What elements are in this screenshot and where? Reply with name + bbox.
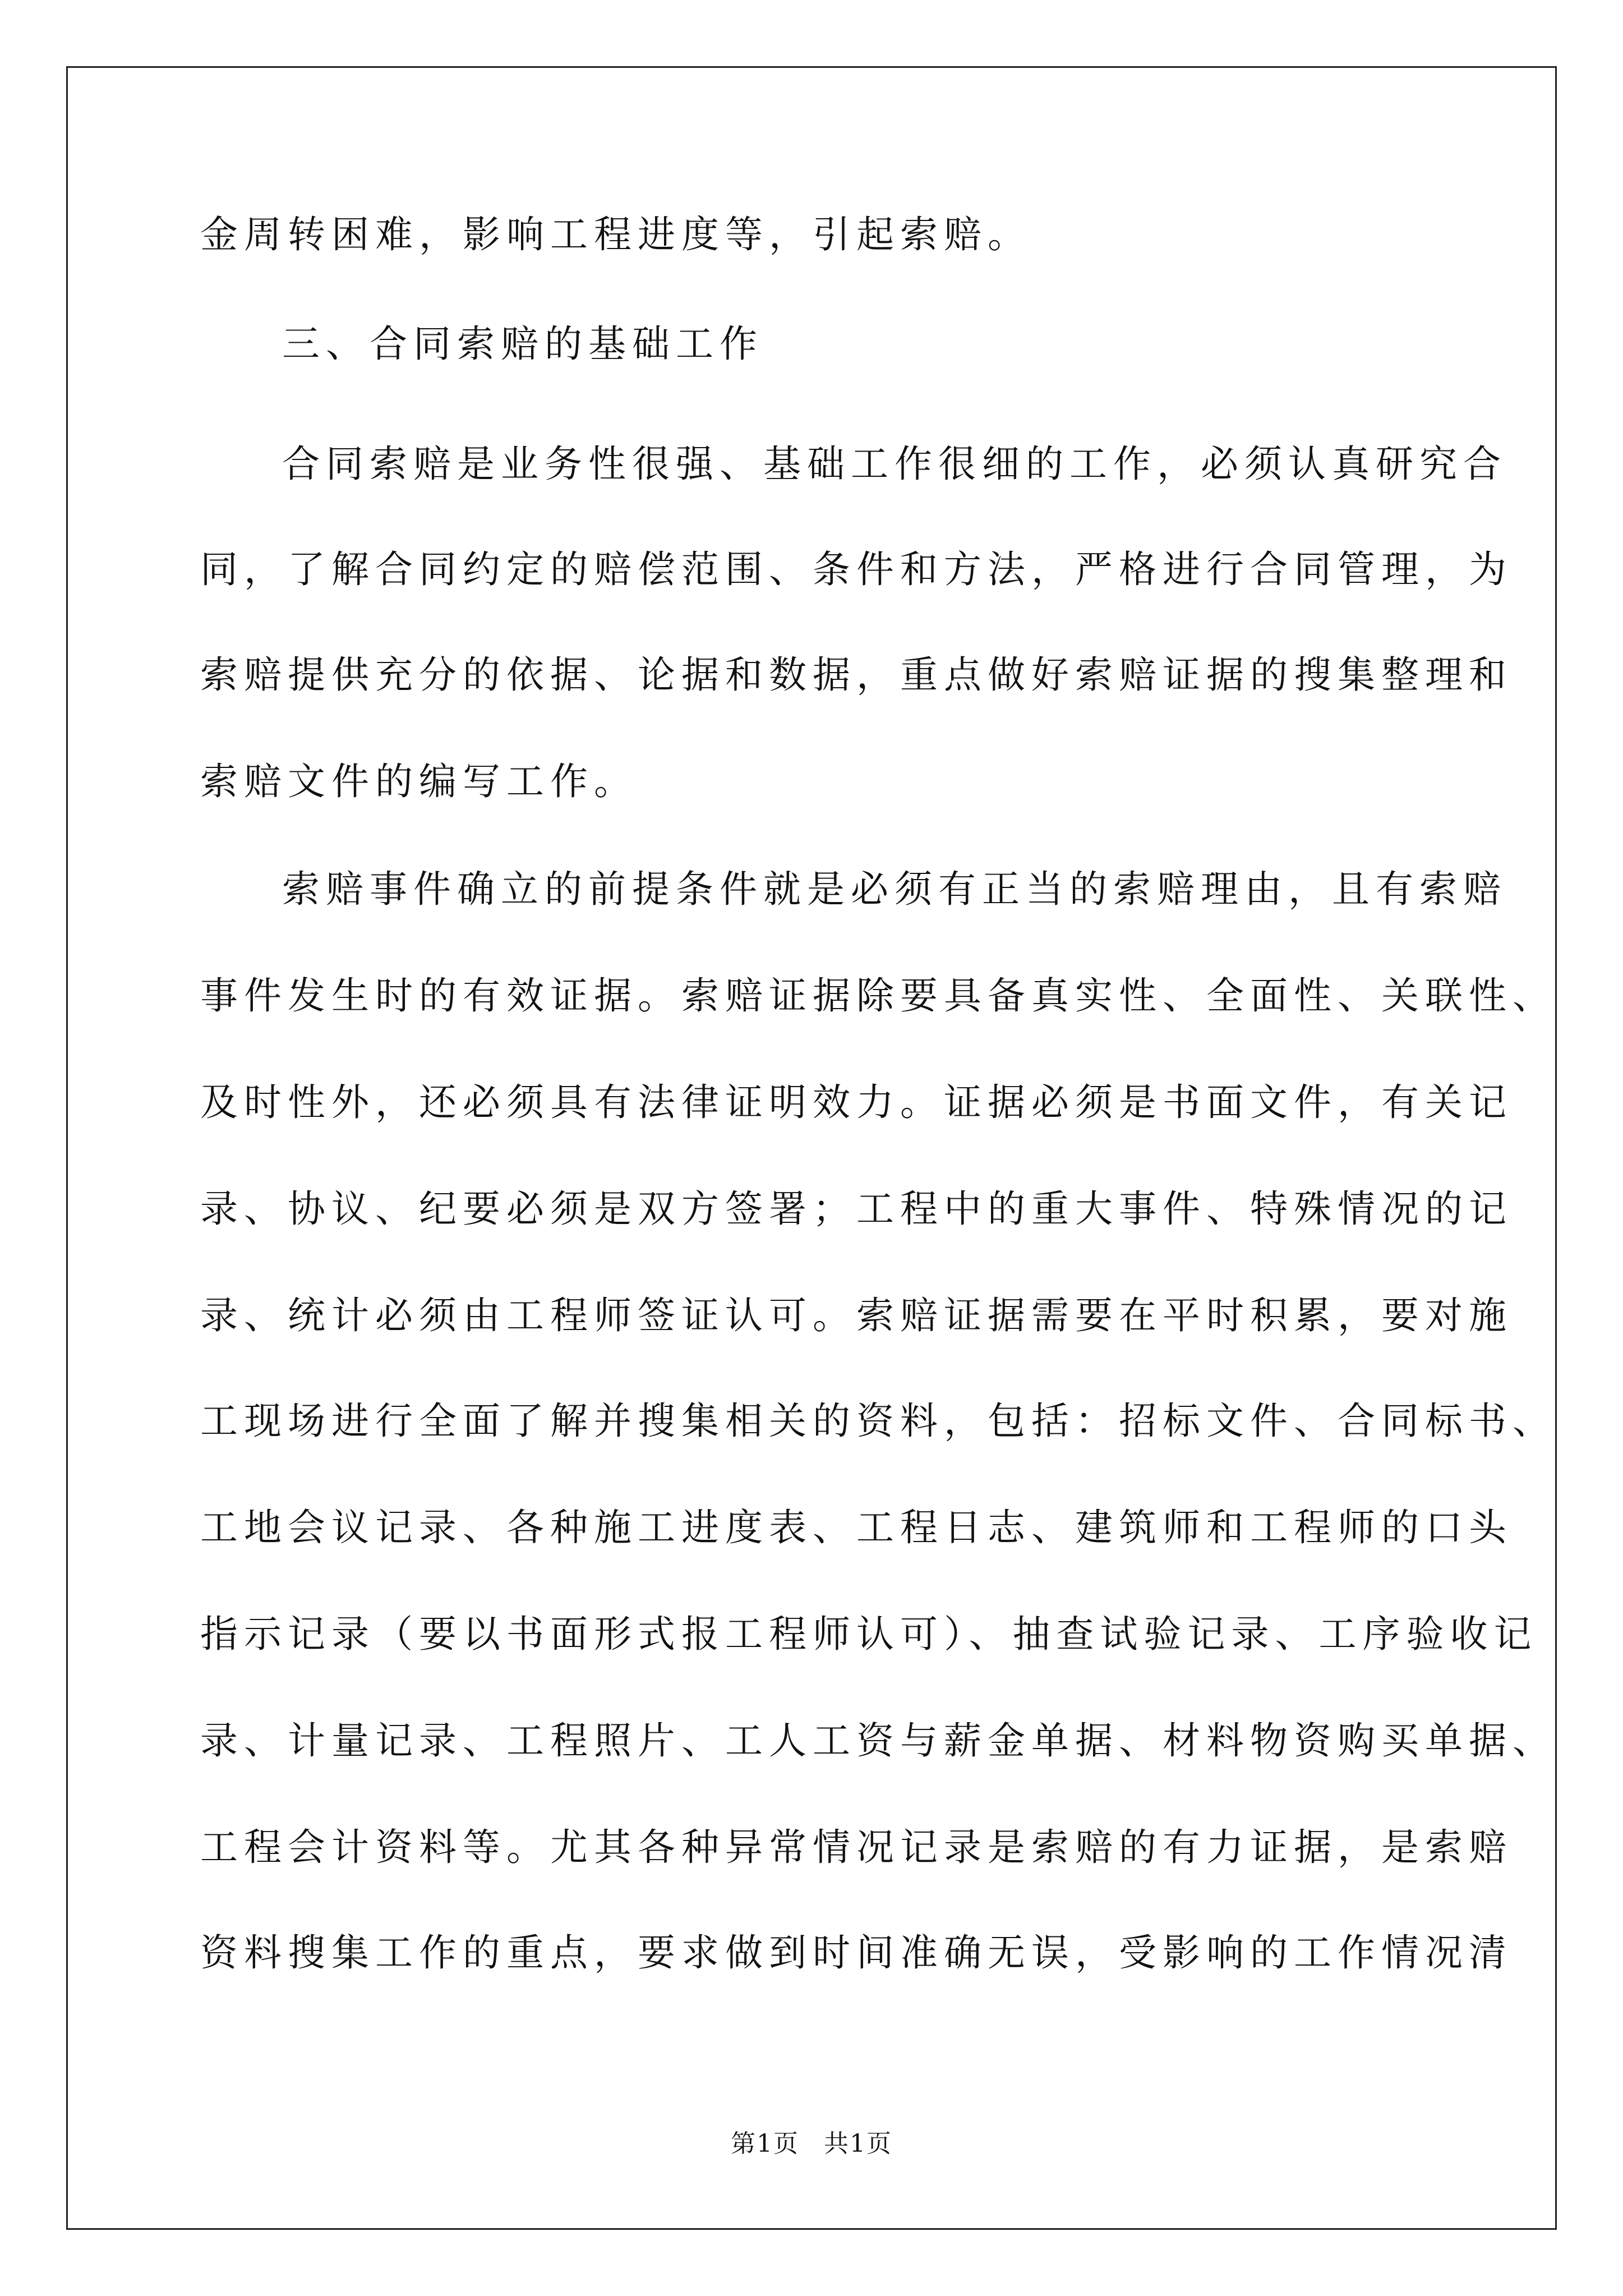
page-border [66, 66, 1557, 2230]
text-line: 工程会计资料等。尤其各种异常情况记录是索赔的有力证据，是索赔 [200, 1825, 1513, 1869]
page-number: 第1页 [731, 2129, 799, 2158]
text-line: 录、协议、纪要必须是双方签署；工程中的重大事件、特殊情况的记 [200, 1187, 1513, 1231]
text-line: 同，了解合同约定的赔偿范围、条件和方法，严格进行合同管理，为 [200, 547, 1513, 591]
text-line: 合同索赔是业务性很强、基础工作很细的工作，必须认真研究合 [282, 442, 1507, 486]
text-line: 工现场进行全面了解并搜集相关的资料，包括：招标文件、合同标书、 [200, 1399, 1556, 1443]
text-line: 录、计量记录、工程照片、工人工资与薪金单据、材料物资购买单据、 [200, 1719, 1556, 1763]
text-line: 索赔事件确立的前提条件就是必须有正当的索赔理由，且有索赔 [282, 867, 1507, 911]
text-line: 金周转困难，影响工程进度等，引起索赔。 [200, 213, 1031, 256]
page-footer [0, 2127, 1623, 2161]
text-line: 工地会议记录、各种施工进度表、工程日志、建筑师和工程师的口头 [200, 1506, 1513, 1549]
text-line: 录、统计必须由工程师签证认可。索赔证据需要在平时积累，要对施 [200, 1294, 1513, 1337]
text-line: 资料搜集工作的重点，要求做到时间准确无误，受影响的工作情况清 [200, 1931, 1513, 1975]
page-total: 共1页 [824, 2129, 892, 2158]
text-line: 及时性外，还必须具有法律证明效力。证据必须是书面文件，有关记 [200, 1080, 1513, 1124]
text-line: 事件发生时的有效证据。索赔证据除要具备真实性、全面性、关联性、 [200, 974, 1556, 1018]
text-line: 指示记录（要以书面形式报工程师认可）、抽查试验记录、工序验收记 [200, 1612, 1538, 1656]
section-heading: 三、合同索赔的基础工作 [282, 322, 763, 366]
text-line: 索赔提供充分的依据、论据和数据，重点做好索赔证据的搜集整理和 [200, 653, 1513, 697]
text-line: 索赔文件的编写工作。 [200, 760, 638, 803]
